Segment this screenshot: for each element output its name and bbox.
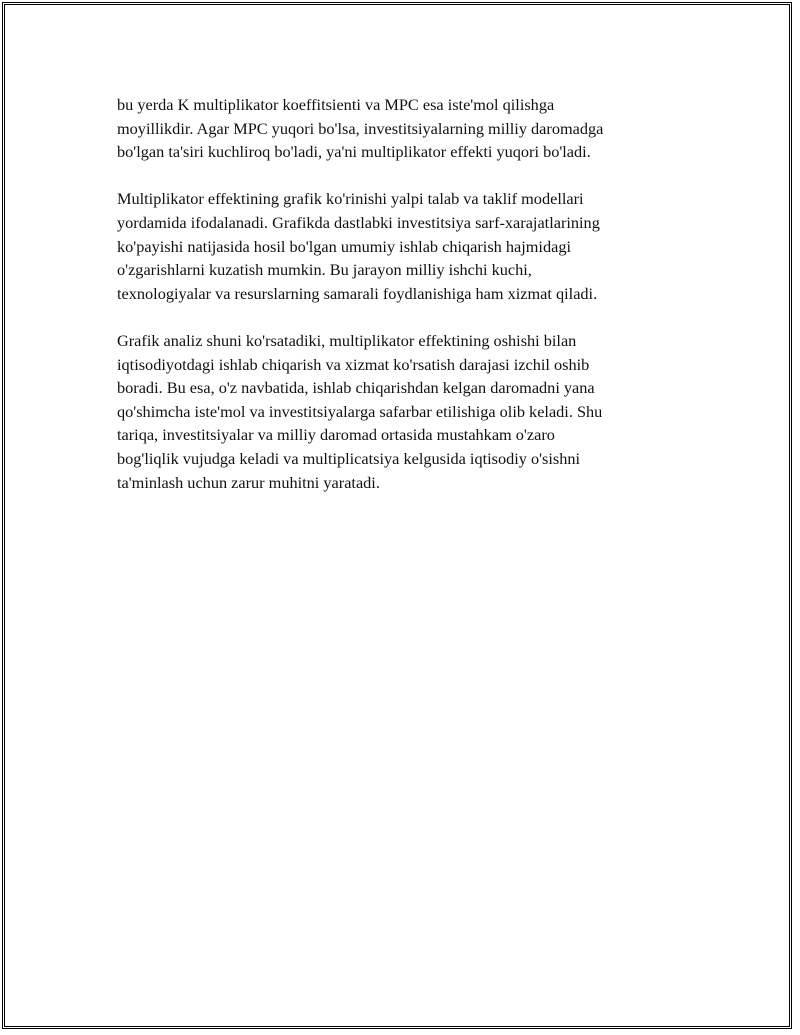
text-line: bog'liqlik vujudga keladi va multiplicatsiya kelgusida iqtisodiy o'sishni: [117, 448, 581, 468]
paragraph-1: [117, 93, 687, 164]
text-line: Multiplikator effektining grafik ko'rinishi yalpi talab va taklif modellari: [117, 189, 584, 209]
text-line: iqtisodiyotdagi ishlab chiqarish va xizmat ko'rsatish darajasi izchil oshib: [117, 354, 590, 374]
text-line: Grafik analiz shuni ko'rsatadiki, multiplikator effektining oshishi bilan: [117, 330, 577, 350]
document-body: [117, 93, 687, 518]
text-line: qo'shimcha iste'mol va investitsiyalarga safarbar etilishiga olib keladi. Shu: [117, 401, 603, 421]
paragraph-2: [117, 187, 687, 305]
text-line: texnologiyalar va resurslarning samarali foydlanishiga ham xizmat qiladi.: [117, 283, 598, 303]
text-line: o'zgarishlarni kuzatish mumkin. Bu jarayon milliy ishchi kuchi,: [117, 260, 532, 280]
text-line: ta'minlash uchun zarur muhitni yaratadi.: [117, 472, 380, 492]
text-line: bu yerda K multiplikator koeffitsienti va MPC esa iste'mol qilishga: [117, 95, 555, 114]
text-line: moyillikdir. Agar MPC yuqori bo'lsa, investitsiyalarning milliy daromadga: [117, 118, 604, 138]
text-line: boradi. Bu esa, o'z navbatida, ishlab chiqarishdan kelgan daromadni yana: [117, 378, 595, 398]
paragraph-3: [117, 329, 687, 494]
text-line: ko'payishi natijasida hosil bo'lgan umumiy ishlab chiqarish hajmidagi: [117, 236, 571, 256]
text-line: tariqa, investitsiyalar va milliy daromad ortasida mustahkam o'zaro: [117, 425, 555, 445]
text-line: bo'lgan ta'siri kuchliroq bo'ladi, ya'ni multiplikator effekti yuqori bo'ladi.: [117, 142, 591, 162]
text-line: yordamida ifodalanadi. Grafikda dastlabki investitsiya sarf-xarajatlarining: [117, 212, 600, 232]
